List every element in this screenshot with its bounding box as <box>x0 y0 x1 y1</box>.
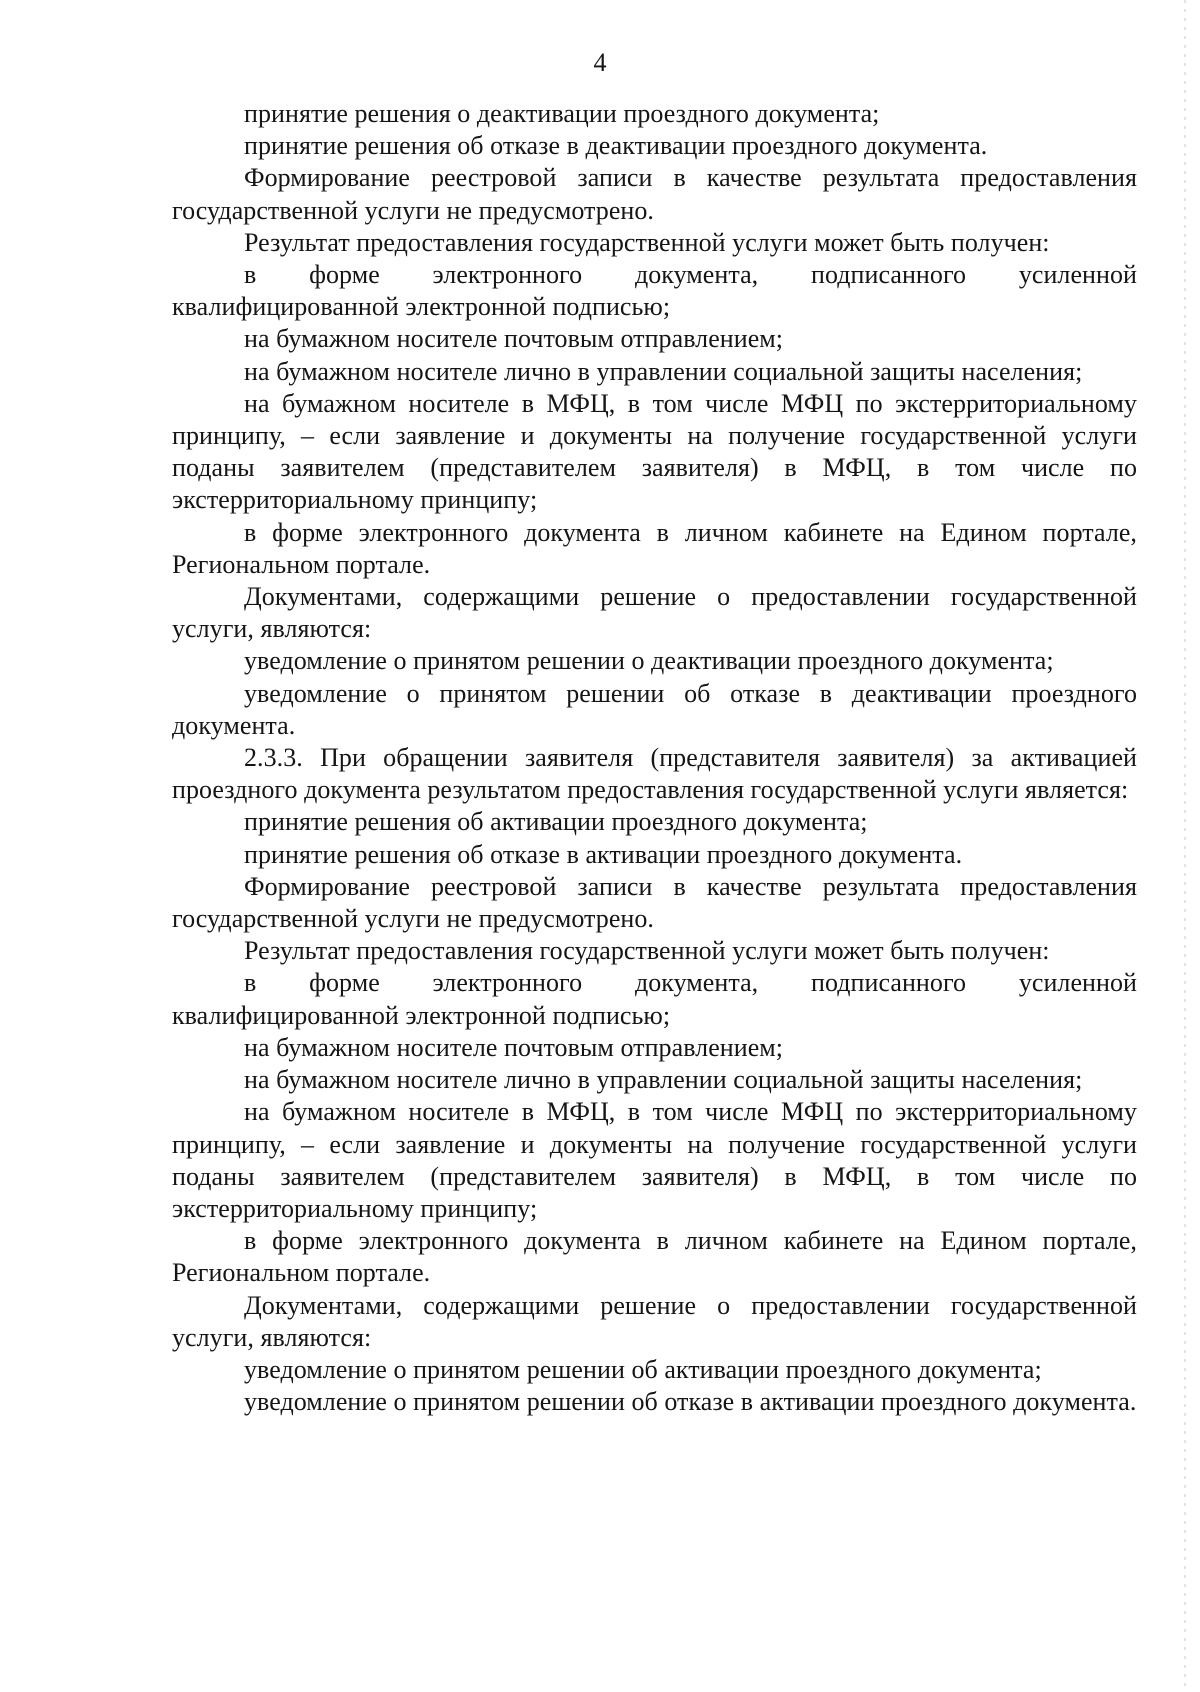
paragraph: Документами, содержащими решение о предоставлении государственной услуги, являются: <box>172 1290 1137 1352</box>
paragraph: на бумажном носителе лично в управлении социальной защиты населения; <box>244 1065 1083 1095</box>
paragraph: уведомление о принятом решении об отказе в деактивации проездного документа. <box>172 678 1137 740</box>
paragraph: уведомление о принятом решении об активации проездного документа; <box>244 1354 1042 1384</box>
paragraph: Формирование реестровой записи в качестве результата предоставления государственной услуги не предусмотрено. <box>172 163 1137 225</box>
paragraph: на бумажном носителе лично в управлении социальной защиты населения; <box>244 356 1083 386</box>
paragraph: на бумажном носителе почтовым отправлением; <box>244 1032 784 1062</box>
paragraph: принятие решения об отказе в активации проездного документа. <box>244 839 963 869</box>
paragraph: принятие решения о деактивации проездного документа; <box>244 99 880 128</box>
document-body <box>172 98 1137 1418</box>
paragraph: принятие решения об активации проездного документа; <box>244 807 868 837</box>
section-paragraph-2-3-3: 2.3.3. При обращении заявителя (представителя заявителя) за активацией проездного документа результатом предоставления государственной услуги является: <box>172 743 1137 805</box>
paragraph: уведомление о принятом решении о деактивации проездного документа; <box>244 646 1054 676</box>
scan-edge-artifact <box>1184 0 1186 1692</box>
paragraph: Результат предоставления государственной услуги может быть получен: <box>244 936 1050 966</box>
page-number: 4 <box>593 48 607 77</box>
paragraph: Формирование реестровой записи в качестве результата предоставления государственной услуги не предусмотрено. <box>172 871 1137 934</box>
paragraph: на бумажном носителе почтовым отправлением; <box>244 324 784 354</box>
paragraph: в форме электронного документа в личном кабинете на Едином портале, Региональном портале. <box>172 517 1137 579</box>
paragraph: Результат предоставления государственной услуги может быть получен: <box>244 227 1050 257</box>
paragraph: в форме электронного документа в личном кабинете на Едином портале, Региональном портале. <box>172 1226 1137 1288</box>
paragraph: на бумажном носителе в МФЦ, в том числе МФЦ по экстерриториальному принципу, – если заявление и документы на получение государственной услуги поданы заявителем (представителем заявителя) в МФЦ, в том числе по экстерриториальному принципу; <box>172 1097 1137 1223</box>
paragraph: на бумажном носителе в МФЦ, в том числе МФЦ по экстерриториальному принципу, – если заявление и документы на получение государственной услуги поданы заявителем (представителем заявителя) в МФЦ, в том числе по экстерриториальному принципу; <box>172 388 1137 515</box>
paragraph: Документами, содержащими решение о предоставлении государственной услуги, являются: <box>172 582 1137 644</box>
paragraph: в форме электронного документа, подписанного усиленной квалифицированной электронной подписью; <box>172 260 1137 322</box>
paragraph: уведомление о принятом решении об отказе в активации проездного документа. <box>244 1387 1137 1417</box>
paragraph: в форме электронного документа, подписанного усиленной квалифицированной электронной подписью; <box>172 968 1137 1030</box>
paragraph: принятие решения об отказе в деактивации проездного документа. <box>244 131 988 161</box>
